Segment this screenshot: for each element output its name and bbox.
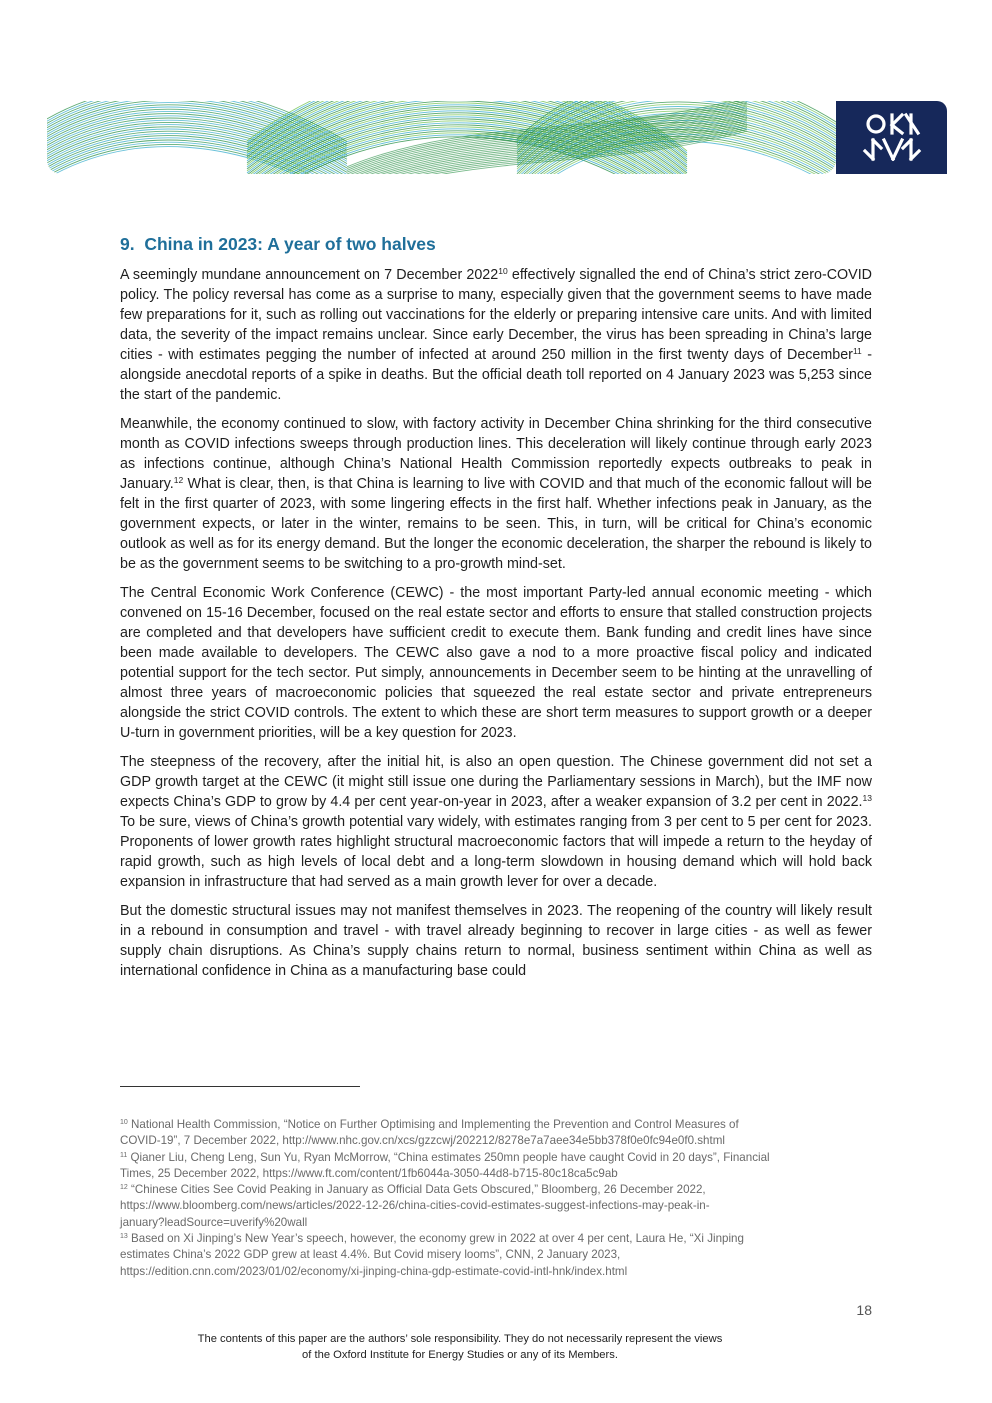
section-heading xyxy=(120,232,872,256)
footnote-reference[interactable]: 10 xyxy=(498,266,508,276)
footnote-line xyxy=(120,1231,872,1247)
footnote-line xyxy=(120,1182,872,1198)
paragraph-text: Meanwhile, the economy continued to slow, with factory activity in December China shrinking for the third consecutive month as COVID infections sweeps through production lines. This deceleration will likely continue through early 2023 as infections continue, although China’s National Health Commission reportedly expects outbreaks to peak in January. xyxy=(120,416,872,492)
footnote-reference[interactable]: 12 xyxy=(173,475,184,485)
footnote-text: https://edition.cnn.com/2023/01/02/economy/xi-jinping-china-gdp-estimate-covid-intl-hnk/index.html xyxy=(120,1264,628,1278)
footnote-line xyxy=(120,1198,872,1214)
footnote-separator xyxy=(120,1086,360,1087)
disclaimer xyxy=(120,1331,800,1363)
footnote-number: 12 xyxy=(120,1184,128,1192)
disclaimer-line-1: The contents of this paper are the authors’ sole responsibility. They do not necessarily represent the views xyxy=(197,1333,723,1345)
footnote-line xyxy=(120,1117,872,1133)
paragraph-text: - alongside anecdotal reports of a spike in deaths. But the official death toll reported on 4 January 2023 was 5,253 since the start of the pandemic. xyxy=(120,347,872,403)
paragraph-text: The steepness of the recovery, after the initial hit, is also an open question. The Chinese government did not set a GDP growth target at the CEWC (it might still issue one during the Parliamentary sessions in March), but the IMF now expects China’s GDP to grow by 4.4 per cent year-on-year in 2023, after a weaker expansion of 3.2 per cent in 2022. xyxy=(120,754,872,810)
paragraph-text: To be sure, views of China’s growth potential vary widely, with estimates ranging from 3 per cent to 5 per cent for 2023. Proponents of lower growth rates highlight structural macroeconomic factors that will impede a return to the heyday of rapid growth, such as high levels of local debt and a long-term slowdown in housing demand which will hold back expansion in infrastructure that had served as a main growth lever for over a decade. xyxy=(120,814,872,890)
section-number: 9. xyxy=(120,234,135,254)
footnote-text: National Health Commission, “Notice on Further Optimising and Implementing the Prevention and Control Measures of xyxy=(131,1118,739,1131)
footnote-number: 13 xyxy=(120,1233,128,1241)
header-banner xyxy=(47,101,947,174)
footnote-text: Qianer Liu, Cheng Leng, Sun Yu, Ryan McMorrow, “China estimates 250mn people have caught Covid in 20 days”, Financial xyxy=(130,1150,770,1164)
footnote-text: Based on Xi Jinping’s New Year’s speech, however, the economy grew in 2022 at over 4 per cent, Laura He, “Xi Jinping xyxy=(131,1232,744,1246)
paragraph-text: effectively signalled the end of China’s strict zero-COVID policy. The policy reversal has come as a surprise to many, especially given that the government seems to have made few preparations for it, such as rolling out vaccinations for the elderly or preparing intensive care units. And with limited data, the severity of the impact remains unclear. Since early December, the virus has been spreading in China’s large cities - with estimates pegging the number of infected at around 250 million in the first twenty days of December xyxy=(120,267,873,363)
footnote-text: Times, 25 December 2022, https://www.ft.com/content/1fb6044a-3050-44d8-b715-80c18ca5c9ab xyxy=(120,1166,618,1180)
paragraph xyxy=(120,752,872,892)
footnote-reference[interactable]: 11 xyxy=(852,346,862,356)
disclaimer-line-2: of the Oxford Institute for Energy Studies or any of its Members. xyxy=(302,1349,618,1361)
section-title: China in 2023: A year of two halves xyxy=(144,234,436,254)
footnote-line xyxy=(120,1247,872,1263)
page-number: 18 xyxy=(856,1302,872,1318)
footnote-text: COVID-19”, 7 December 2022, http://www.nhc.gov.cn/xcs/gzzcwj/202212/8278e7a7aee34e5bb378f0e0fc94e0f0.shtml xyxy=(120,1134,725,1148)
body-text xyxy=(120,265,872,990)
footnote-text: estimates China’s 2022 GDP grew at least 4.4%. But Covid misery looms”, CNN, 2 January 2023, xyxy=(120,1248,621,1262)
footnote-line xyxy=(120,1264,872,1280)
footnote-line xyxy=(120,1133,872,1149)
footnote-line xyxy=(120,1166,872,1182)
wave-pattern-graphic xyxy=(47,101,947,174)
logo xyxy=(836,101,947,174)
paragraph-text: The Central Economic Work Conference (CEWC) - the most important Party-led annual economic meeting - which convened on 15-16 December, focused on the real estate sector and efforts to ensure that stalled construction projects are completed and that developers have sufficient credit to execute them. Bank funding and credit lines have since been made available to developers. The CEWC also gave a nod to a more proactive fiscal policy and indicated potential support for the tech sector. Put simply, announcements in December seem to be hinting at the unravelling of almost three years of macroeconomic policies that squeezed the real estate sector and private entrepreneurs alongside the strict COVID controls. The extent to which these are short term measures to support growth or a deeper U-turn in government priorities, will be a key question for 2023. xyxy=(120,585,872,741)
footnote-line xyxy=(120,1215,872,1231)
footnote-number: 10 xyxy=(120,1119,128,1126)
paragraph xyxy=(120,901,872,981)
footnote-text: january?leadSource=uverify%20wall xyxy=(120,1215,308,1229)
paragraph-text: A seemingly mundane announcement on 7 December 2022 xyxy=(120,267,499,283)
paragraph-text: But the domestic structural issues may not manifest themselves in 2023. The reopening of the country will likely result in a rebound in consumption and travel - with travel already beginning to recover in large cities - as well as fewer supply chain disruptions. As China’s supply chains return to normal, business sentiment within China as well as international confidence in China as a manufacturing base could xyxy=(120,903,872,979)
paragraph-text: What is clear, then, is that China is learning to live with COVID and that much of the economic fallout will be felt in the first quarter of 2023, with some lingering effects in the first half. Whether infections peak in January, as the government expects, or later in the winter, remains to be seen. This, in turn, will be critical for China’s economic outlook as well as for its energy demand. But the longer the economic deceleration, the sharper the rebound is likely to be as the government seems to be switching to a pro-growth mind-set. xyxy=(120,476,872,572)
oies-logo-icon xyxy=(836,101,947,174)
footnote-line xyxy=(120,1150,872,1166)
footnote-text: https://www.bloomberg.com/news/articles/2022-12-26/china-cities-covid-estimates-suggest-infections-may-peak-in- xyxy=(120,1199,710,1213)
paragraph xyxy=(120,414,872,574)
paragraph xyxy=(120,265,872,405)
footnotes xyxy=(120,1117,872,1280)
footnote-reference[interactable]: 13 xyxy=(862,793,872,803)
footnote-number: 11 xyxy=(120,1151,128,1159)
footnote-text: “Chinese Cities See Covid Peaking in January as Official Data Gets Obscured,” Bloomberg, 26 December 2022, xyxy=(131,1183,706,1197)
paragraph xyxy=(120,583,872,743)
